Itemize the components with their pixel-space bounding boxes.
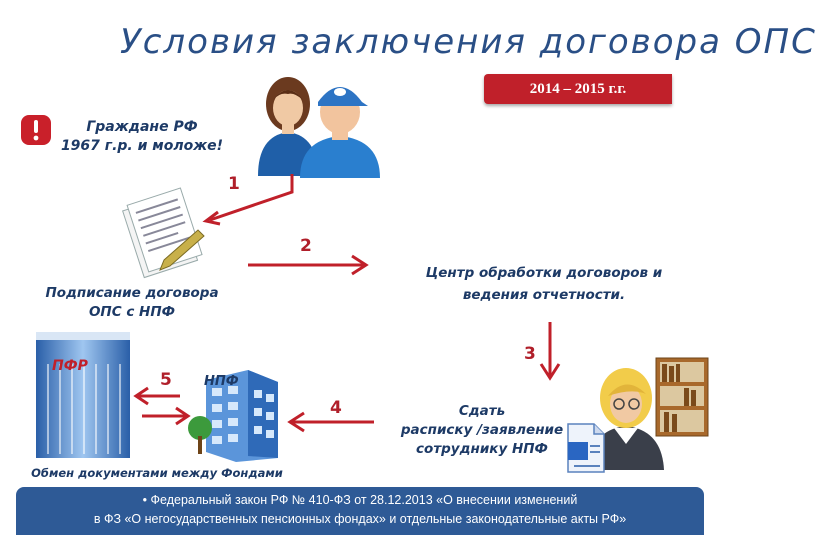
warning-icon [20,114,52,146]
document-sign-icon [108,190,216,280]
center-label [394,262,694,306]
exchange-label: Обмен документами между Фондами [31,466,283,480]
signing-label [32,284,232,322]
center-line1: Центр обработки договоров и [425,265,663,281]
people-icon [244,66,404,178]
period-badge: 2014 – 2015 г.г. [484,74,672,104]
step-2-number: 2 [300,236,312,256]
footer-line2: в ФЗ «О негосударственных пенсионных фондах» и отдельные законодательные акты РФ» [93,512,627,526]
citizens-line2: 1967 г.р. и моложе! [60,138,224,154]
signing-line1: Подписание договора [45,285,219,301]
footer-law-note [16,487,704,535]
step-3-number: 3 [524,344,536,364]
arrow-2 [244,252,374,278]
submit-line2: расписку /заявление [400,422,564,438]
center-line2: ведения отчетности. [462,287,626,303]
pfr-label: ПФР [52,358,88,374]
submit-line3: сотруднику НПФ [416,441,548,457]
pfr-building-icon [34,330,132,460]
step-4-number: 4 [330,398,342,418]
submit-label [392,402,572,459]
footer-line1: • Федеральный закон РФ № 410-ФЗ от 28.12.2013 «О внесении изменений [142,493,578,507]
step-1-number: 1 [228,174,240,194]
signing-line2: ОПС с НПФ [88,304,176,320]
submit-line1: Сдать [458,403,506,419]
file-icon [566,422,606,474]
arrow-4 [280,410,380,434]
citizens-line1: Граждане РФ [86,119,198,135]
page-title: Условия заключения договора ОПС [120,22,817,62]
citizens-label [52,118,232,156]
arrow-3 [536,318,564,384]
npf-label: НПФ [204,374,239,389]
step-5-number: 5 [160,370,172,390]
